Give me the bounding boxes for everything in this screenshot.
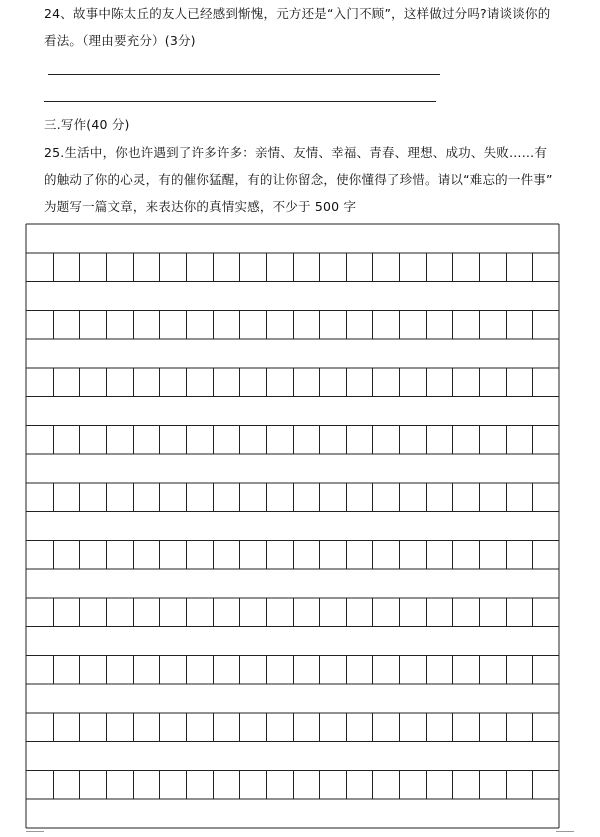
question-24-line-1: 24、故事中陈太丘的友人已经感到惭愧，元方还是“入门不顾”，这样做过分吗?请谈谈你的 <box>44 6 551 21</box>
footer-rule-right <box>556 831 574 832</box>
question-25-line-3: 为题写一篇文章，来表达你的真情实感，不少于 500 字 <box>44 199 357 214</box>
question-25-line-2: 的触动了你的心灵，有的催你猛醒，有的让你留念，使你懂得了珍惜。请以“难忘的一件事” <box>44 172 553 187</box>
question-24-line-2: 看法。（理由要充分）(3分) <box>44 33 196 48</box>
section-title-writing: 三.写作(40 分) <box>44 117 130 132</box>
question-25-line-1: 25.生活中，你也许遇到了许多许多：亲情、友情、幸福、青春、理想、成功、失败……有 <box>44 145 548 160</box>
footer-rule-left <box>26 831 44 832</box>
